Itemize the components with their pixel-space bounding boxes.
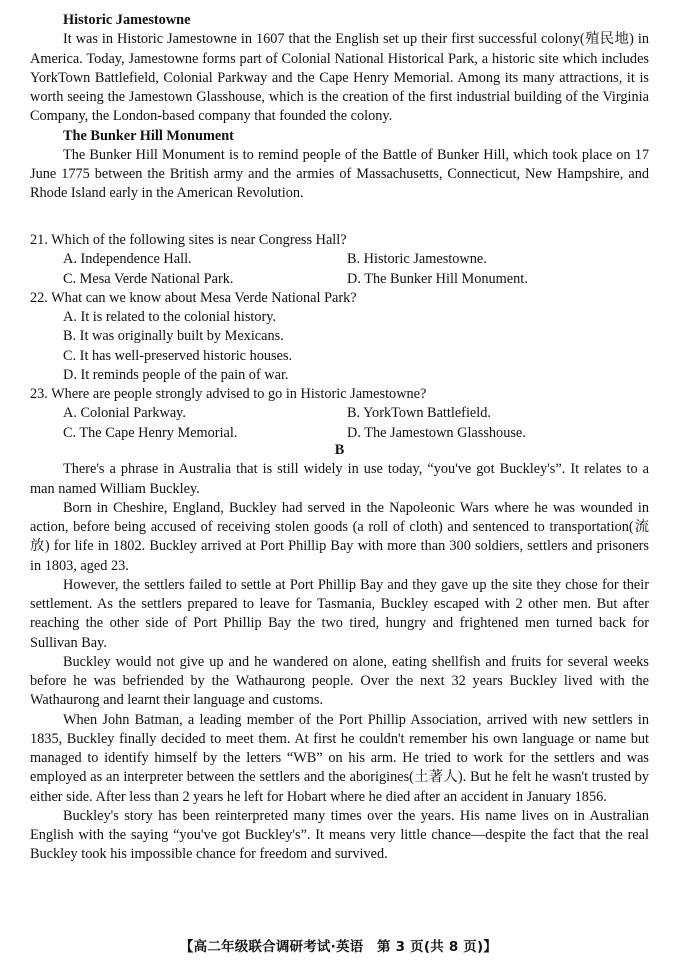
bunker-hill-heading: The Bunker Hill Monument bbox=[63, 127, 234, 144]
question-21 bbox=[30, 231, 649, 289]
question-stem: 21. Which of the following sites is near Congress Hall? bbox=[30, 232, 347, 248]
option-d[interactable]: D. The Jamestown Glasshouse. bbox=[347, 424, 526, 441]
option-b[interactable]: B. It was originally built by Mexicans. bbox=[63, 328, 284, 345]
section-b bbox=[30, 441, 649, 865]
passage-paragraph: When John Batman, a leading member of the Port Phillip Association, arrived with new settlers in 1835, Buckley finally decided to meet them. At first he couldn't remember his own language or name but managed to identify himself by the letters “WB” on his arm. He tried to work for the settlers and was employed as an interpreter between the settlers and the aborigines(土著人). But he felt he wasn't trusted by either side. After less than 2 years he left for Hobart where he died after an accident in January 1856. bbox=[30, 711, 649, 805]
passage-paragraph: However, the settlers failed to settle at Port Phillip Bay and they gave up the site they chose for their settlement. As the settlers prepared to leave for Tasmania, Buckley escaped with 2 other men. But after reaching the other side of Port Phillip Bay the two tired, hungry and frightened men turned back for Sullivan Bay. bbox=[30, 576, 649, 651]
option-d[interactable]: D. The Bunker Hill Monument. bbox=[347, 270, 528, 287]
passage-paragraph: Born in Cheshire, England, Buckley had served in the Napoleonic Wars where he was wounded in action, before being accused of receiving stolen goods (a roll of cloth) and sentenced to transportation(流放) for life in 1802. Buckley arrived at Port Phillip Bay with more than 300 soldiers, settlers and prisoners in 1803, aged 23. bbox=[30, 499, 649, 574]
bunker-hill-paragraph: The Bunker Hill Monument is to remind people of the Battle of Bunker Hill, which took place on 17 June 1775 between the British army and the armies of Massachusetts, Connecticut, New Hampshire, and Rhode Island early in the American Revolution. bbox=[30, 146, 649, 202]
option-b[interactable]: B. Historic Jamestowne. bbox=[347, 251, 487, 268]
option-c[interactable]: C. It has well-preserved historic houses. bbox=[63, 347, 293, 364]
page-footer: 【高二年级联合调研考试·英语 第 3 页(共 8 页)】 bbox=[179, 939, 498, 955]
question-stem: 22. What can we know about Mesa Verde National Park? bbox=[30, 289, 357, 306]
jamestown-paragraph: It was in Historic Jamestowne in 1607 that the English set up their first successful colony(殖民地) in America. Today, Jamestowne forms part of Colonial National Historical Park, a historic site which includes YorkTown Battlefield, Colonial Parkway and the Cape Henry Memorial. Among its many attractions, it is worth seeing the Jamestown Glasshouse, which is the creation of the first industrial building of the Virginia Company, the London-based company that founded the colony. bbox=[30, 31, 649, 125]
passage-paragraph: Buckley would not give up and he wandered on alone, eating shellfish and fruits for several weeks before he was befriended by the Wathaurong people. Over the next 32 years Buckley lived with the Wathaurong and learnt their language and customs. bbox=[30, 653, 649, 709]
option-a[interactable]: A. Independence Hall. bbox=[63, 251, 192, 268]
section-label: B bbox=[334, 442, 345, 458]
questions bbox=[30, 231, 649, 443]
option-d[interactable]: D. It reminds people of the pain of war. bbox=[63, 366, 289, 383]
option-c[interactable]: C. The Cape Henry Memorial. bbox=[63, 424, 238, 441]
option-a[interactable]: A. Colonial Parkway. bbox=[63, 405, 186, 422]
question-23 bbox=[30, 385, 649, 443]
option-b[interactable]: B. YorkTown Battlefield. bbox=[347, 405, 491, 422]
question-stem: 23. Where are people strongly advised to go in Historic Jamestowne? bbox=[30, 386, 427, 402]
option-c[interactable]: C. Mesa Verde National Park. bbox=[63, 270, 234, 287]
option-a[interactable]: A. It is related to the colonial history. bbox=[63, 309, 277, 325]
question-22 bbox=[30, 289, 649, 385]
jamestown-heading: Historic Jamestowne bbox=[63, 12, 191, 28]
passage-paragraph: Buckley's story has been reinterpreted many times over the years. His name lives on in Australian English with the saying “you've got Buckley's”. It means very little chance—despite the fact that the real Buckley took his impossible chance for freedom and survived. bbox=[30, 807, 649, 863]
passage-paragraph: There's a phrase in Australia that is still widely in use today, “you've got Buckley's”. It relates to a man named William Buckley. bbox=[30, 461, 649, 497]
passage-a bbox=[30, 11, 649, 204]
